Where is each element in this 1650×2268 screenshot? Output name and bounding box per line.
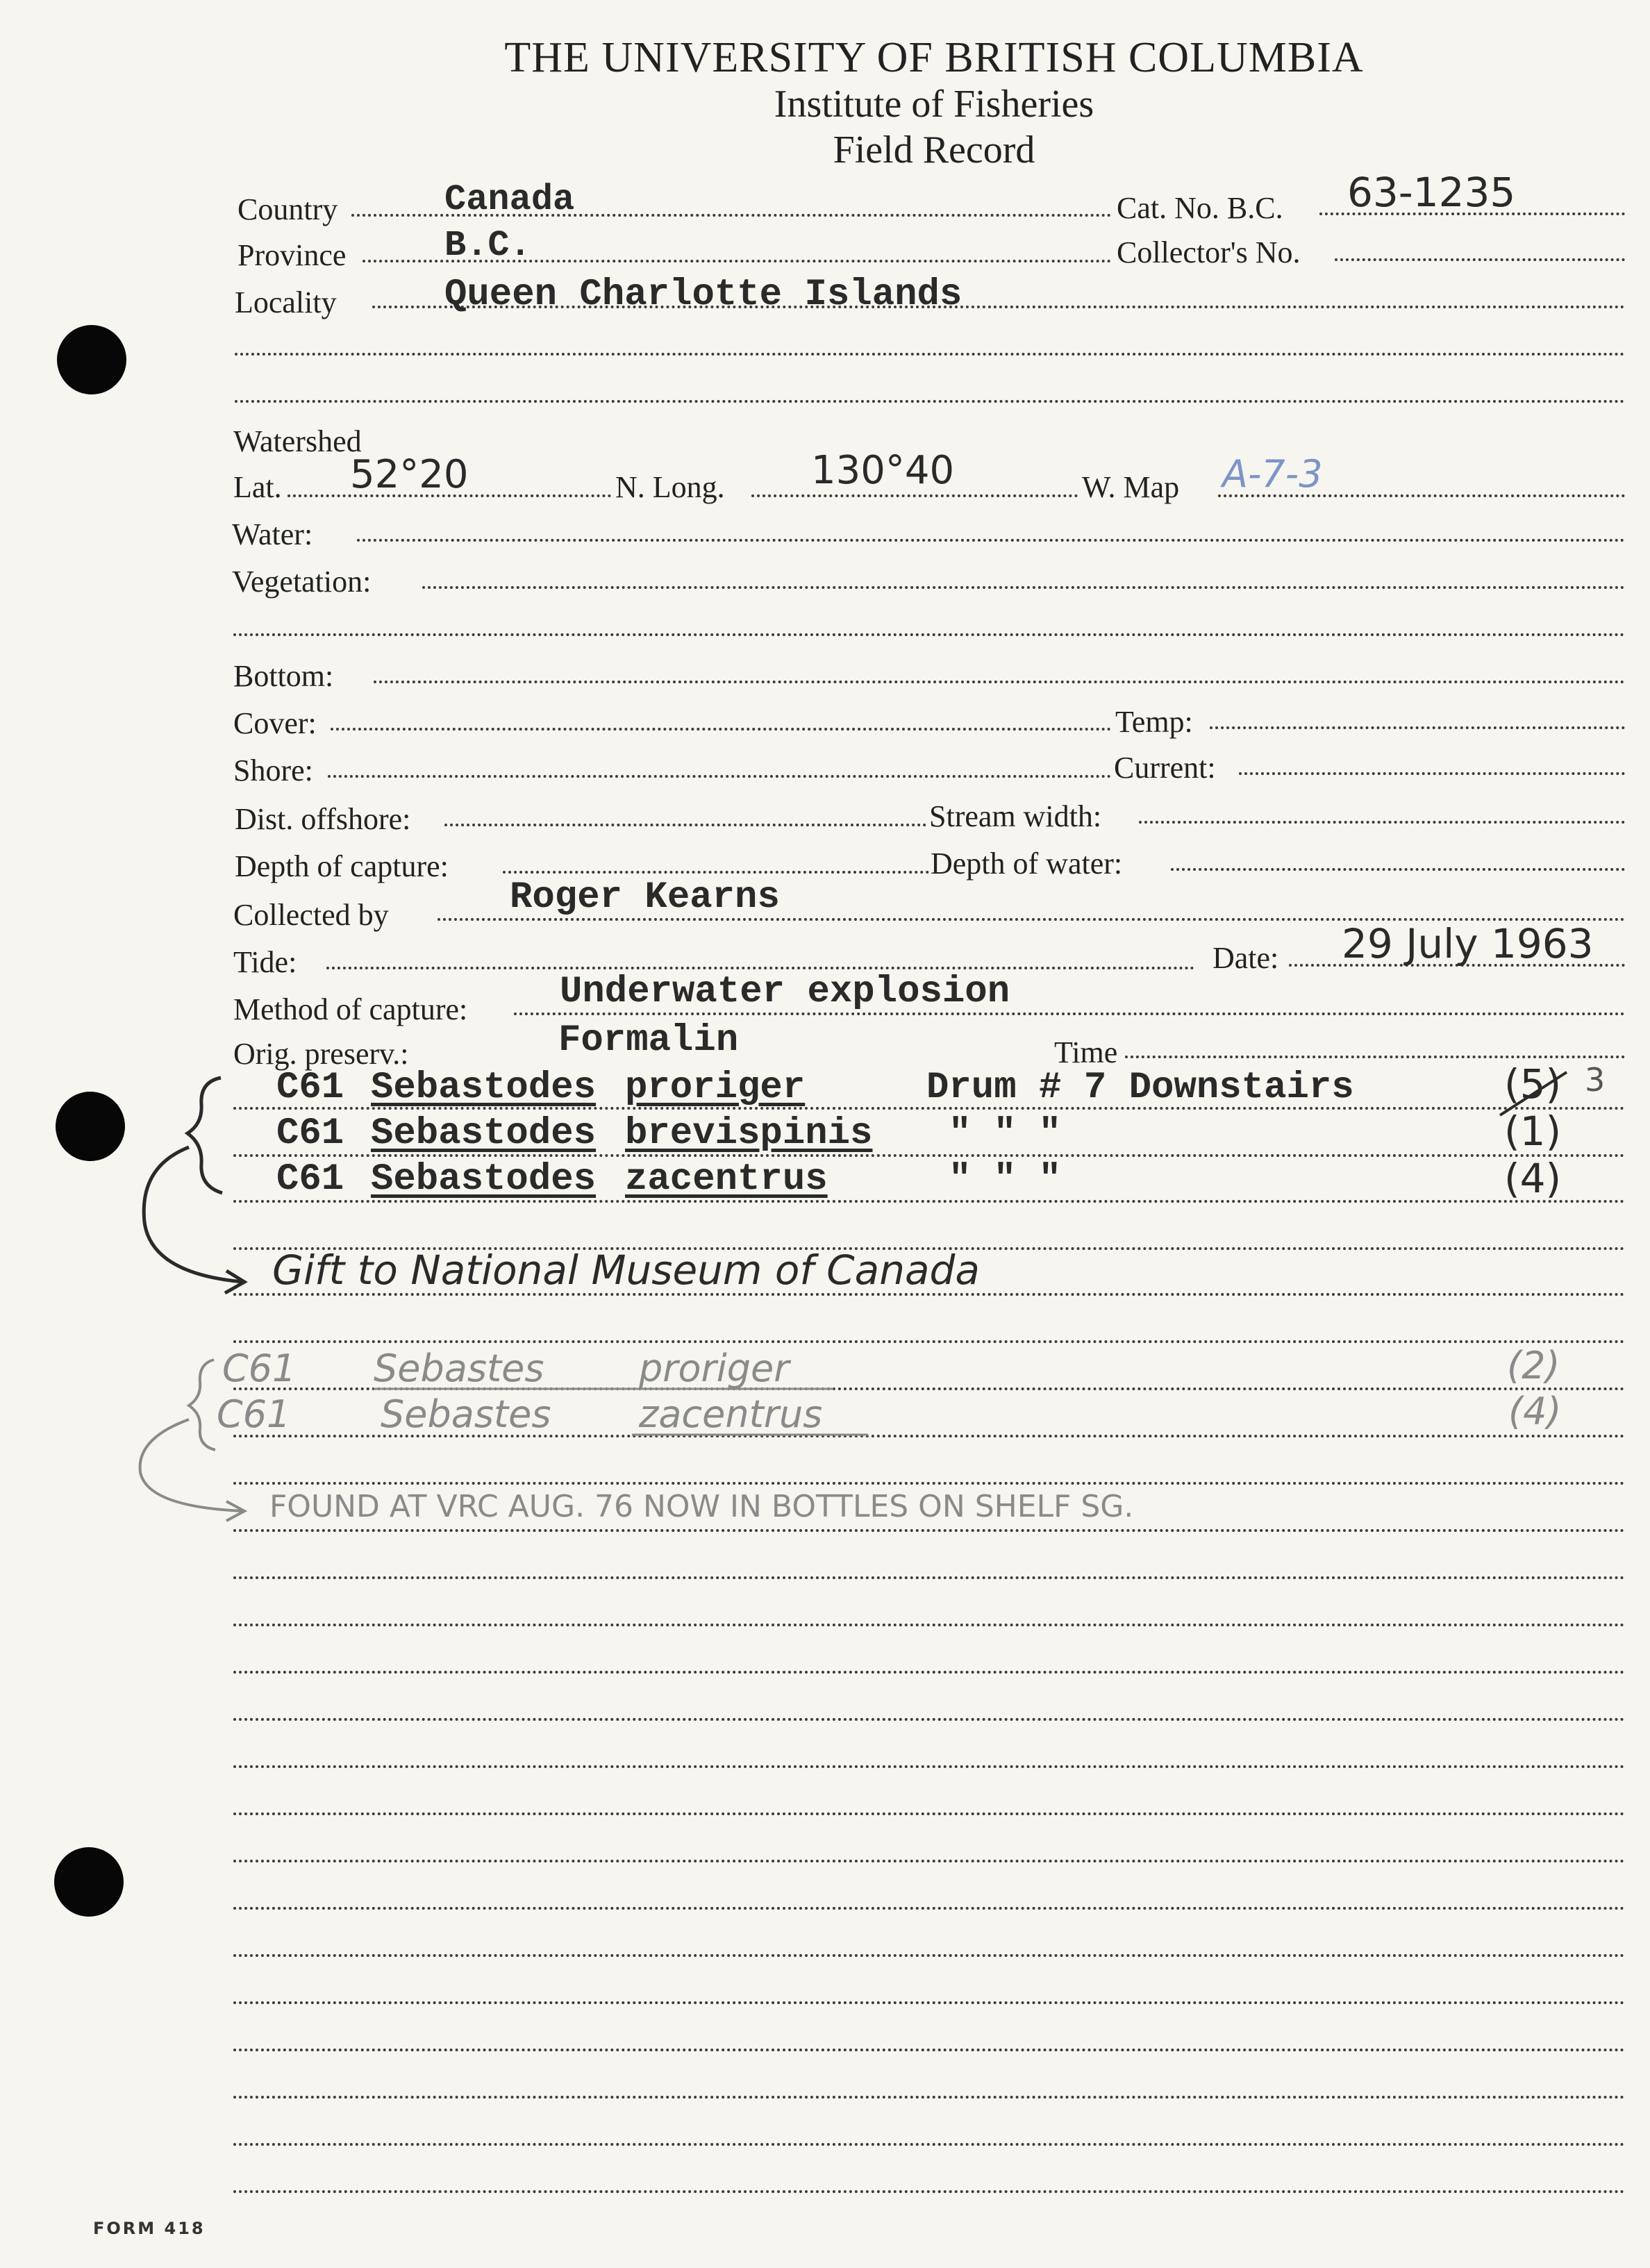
specimen-code: C61	[276, 1112, 344, 1155]
cover-label: Cover:	[233, 706, 317, 740]
specimen-genus: Sebastodes	[371, 1112, 597, 1155]
pencil-specimen-species: zacentrus	[639, 1392, 823, 1436]
current-label: Current:	[1114, 751, 1216, 785]
lat-value: 52°20	[350, 452, 469, 497]
long-value: 130°40	[811, 448, 955, 493]
pencil-specimen-code: C61	[217, 1392, 291, 1436]
specimen-location: Drum # 7 Downstairs	[926, 1067, 1354, 1109]
specimen-species: zacentrus	[625, 1158, 828, 1201]
pencil-specimen-genus: Sebastes	[381, 1392, 551, 1436]
gift-arrow	[144, 1147, 243, 1282]
specimen-species: brevispinis	[625, 1112, 873, 1155]
specimen-count-correction: 3	[1585, 1061, 1606, 1099]
specimen-genus: Sebastodes	[371, 1158, 597, 1201]
orig-preserv-label: Orig. preserv.:	[233, 1037, 409, 1071]
specimen-count: (4)	[1504, 1155, 1562, 1202]
university-name: THE UNIVERSITY OF BRITISH COLUMBIA	[504, 34, 1364, 81]
cat-no-label: Cat. No. B.C.	[1117, 191, 1283, 225]
collected-by-label: Collected by	[233, 898, 389, 932]
record-type-title: Field Record	[833, 128, 1035, 172]
country-value: Canada	[444, 179, 575, 220]
locality-label: Locality	[235, 285, 337, 319]
specimen-location: " " "	[949, 1112, 1062, 1155]
map-value: A-7-3	[1222, 452, 1323, 496]
date-value: 29 July 1963	[1342, 920, 1594, 967]
collectors-no-label: Collector's No.	[1117, 235, 1301, 269]
water-label: Water:	[232, 517, 313, 551]
specimen-genus: Sebastodes	[371, 1067, 597, 1109]
country-label: Country	[238, 192, 338, 226]
pencil-specimen-count: (4)	[1508, 1390, 1562, 1433]
method-of-capture-label: Method of capture:	[233, 992, 468, 1026]
watershed-label: Watershed	[233, 424, 362, 458]
found-arrow	[140, 1419, 243, 1511]
date-label: Date:	[1212, 941, 1279, 975]
depth-of-capture-label: Depth of capture:	[235, 849, 449, 883]
method-of-capture-value: Underwater explosion	[560, 971, 1010, 1013]
collected-by-value: Roger Kearns	[510, 876, 780, 919]
pencil-specimen-species: proriger	[639, 1346, 790, 1390]
pencil-brace	[189, 1360, 215, 1450]
specimen-brace	[188, 1078, 222, 1193]
specimen-code: C61	[276, 1067, 344, 1109]
vegetation-label: Vegetation:	[232, 565, 372, 599]
count-strike	[1500, 1072, 1567, 1115]
shore-label: Shore:	[233, 753, 313, 787]
institute-name: Institute of Fisheries	[774, 83, 1094, 126]
n-long-label: N. Long.	[615, 470, 725, 504]
pencil-specimen-genus: Sebastes	[374, 1346, 544, 1390]
w-map-label: W. Map	[1082, 470, 1180, 504]
depth-of-water-label: Depth of water:	[931, 847, 1123, 881]
stream-width-label: Stream width:	[929, 799, 1102, 833]
specimen-location: " " "	[949, 1158, 1062, 1201]
specimen-count: (5)	[1504, 1060, 1562, 1108]
time-label: Time	[1054, 1035, 1118, 1069]
lat-label: Lat.	[233, 470, 282, 504]
pencil-specimen-code: C61	[222, 1346, 297, 1390]
specimen-count: (1)	[1504, 1108, 1562, 1155]
tide-label: Tide:	[233, 945, 297, 979]
dist-offshore-label: Dist. offshore:	[235, 802, 411, 836]
cat-no-value: 63-1235	[1347, 169, 1516, 216]
orig-preserv-value: Formalin	[558, 1019, 739, 1062]
specimen-species: proriger	[625, 1067, 806, 1109]
bottom-label: Bottom:	[233, 659, 334, 693]
province-label: Province	[238, 238, 347, 272]
specimen-code: C61	[276, 1158, 344, 1201]
locality-value: Queen Charlotte Islands	[444, 274, 962, 316]
temp-label: Temp:	[1115, 705, 1193, 739]
form-number: FORM 418	[93, 2219, 206, 2238]
found-note: FOUND AT VRC AUG. 76 NOW IN BOTTLES ON SHELF SG.	[269, 1489, 1134, 1524]
province-value: B.C.	[444, 225, 531, 266]
pencil-specimen-count: (2)	[1507, 1344, 1560, 1387]
gift-note: Gift to National Museum of Canada	[272, 1246, 980, 1294]
